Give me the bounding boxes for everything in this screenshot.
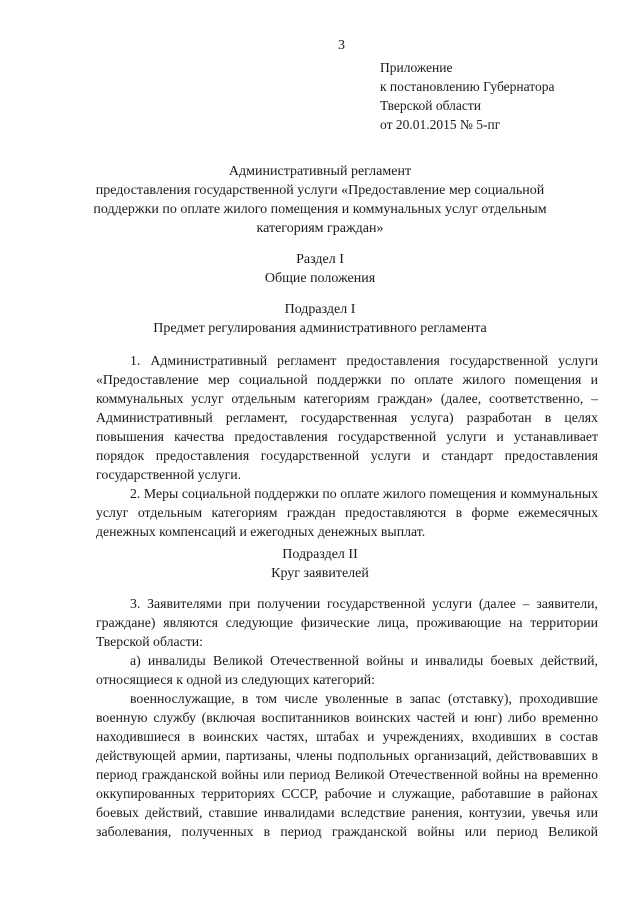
section-name: Общие положения: [264, 271, 376, 286]
subsection-1-number: Подраздел I: [284, 302, 356, 317]
appendix-line-3: Тверской области: [380, 98, 481, 113]
appendix-block: [380, 58, 554, 134]
subsection-2-heading: [60, 545, 580, 583]
paragraph-3: 3. Заявителями при получении государственной услуги (далее – заявители, граждане) являются следующие физические лица, проживающие на территории Тверской области:: [96, 596, 598, 649]
title-line-2: предоставления государственной услуги «Предоставление мер социальной: [95, 183, 545, 198]
paragraphs-block-1: [96, 351, 598, 541]
subsection-2-number: Подраздел II: [282, 547, 358, 562]
section-heading: [60, 250, 580, 288]
paragraph-2: 2. Меры социальной поддержки по оплате жилого помещения и коммунальных услуг отдельным категориям граждан предоставляются в форме ежемесячных денежных компенсаций и ежегодных денежных выплат.: [96, 486, 598, 539]
page-number: 3: [338, 38, 345, 53]
title-line-4: категориям граждан»: [256, 221, 384, 236]
subsection-1-name: Предмет регулирования административного регламента: [153, 321, 487, 336]
appendix-line-4: от 20.01.2015 № 5-пг: [380, 117, 501, 132]
paragraph-4: а) инвалиды Великой Отечественной войны и инвалиды боевых действий, относящиеся к одной из следующих категорий:: [96, 653, 598, 687]
subsection-2-name: Круг заявителей: [271, 566, 369, 581]
paragraph-1: 1. Административный регламент предоставления государственной услуги «Предоставление мер социальной поддержки по оплате жилого помещения и коммунальных услуг отдельным категориям граждан» (далее, соответственно, – Административный регламент, государственная услуга) разработан в целях повышения качества предоставления государственной услуги и устанавливает порядок предоставления государственной услуги и стандарт предоставления государственной услуги.: [96, 353, 598, 482]
appendix-line-1: Приложение: [380, 60, 453, 75]
title-line-1: Административный регламент: [228, 164, 412, 179]
paragraphs-block-2: [96, 594, 598, 841]
title-line-3: поддержки по оплате жилого помещения и коммунальных услуг отдельным: [93, 202, 547, 217]
paragraph-5: военнослужащие, в том числе уволенные в запас (отставку), проходившие военную службу (включая воспитанников воинских частей и юнг) либо временно находившиеся в воинских частях, штабах и учреждениях, входивших в состав действующей армии, партизаны, члены подпольных организаций, действовавших в период гражданской войны или период Великой Отечественной войны на временно оккупированных территориях СССР, рабочие и служащие, работавшие в районах боевых действий, ставшие инвалидами вследствие ранения, контузии, увечья или заболевания, полученных в период гражданской войны или период Великой: [96, 691, 598, 839]
document-title: [60, 162, 580, 238]
appendix-line-2: к постановлению Губернатора: [380, 79, 555, 94]
subsection-1-heading: [60, 300, 580, 338]
section-number: Раздел I: [296, 252, 344, 267]
